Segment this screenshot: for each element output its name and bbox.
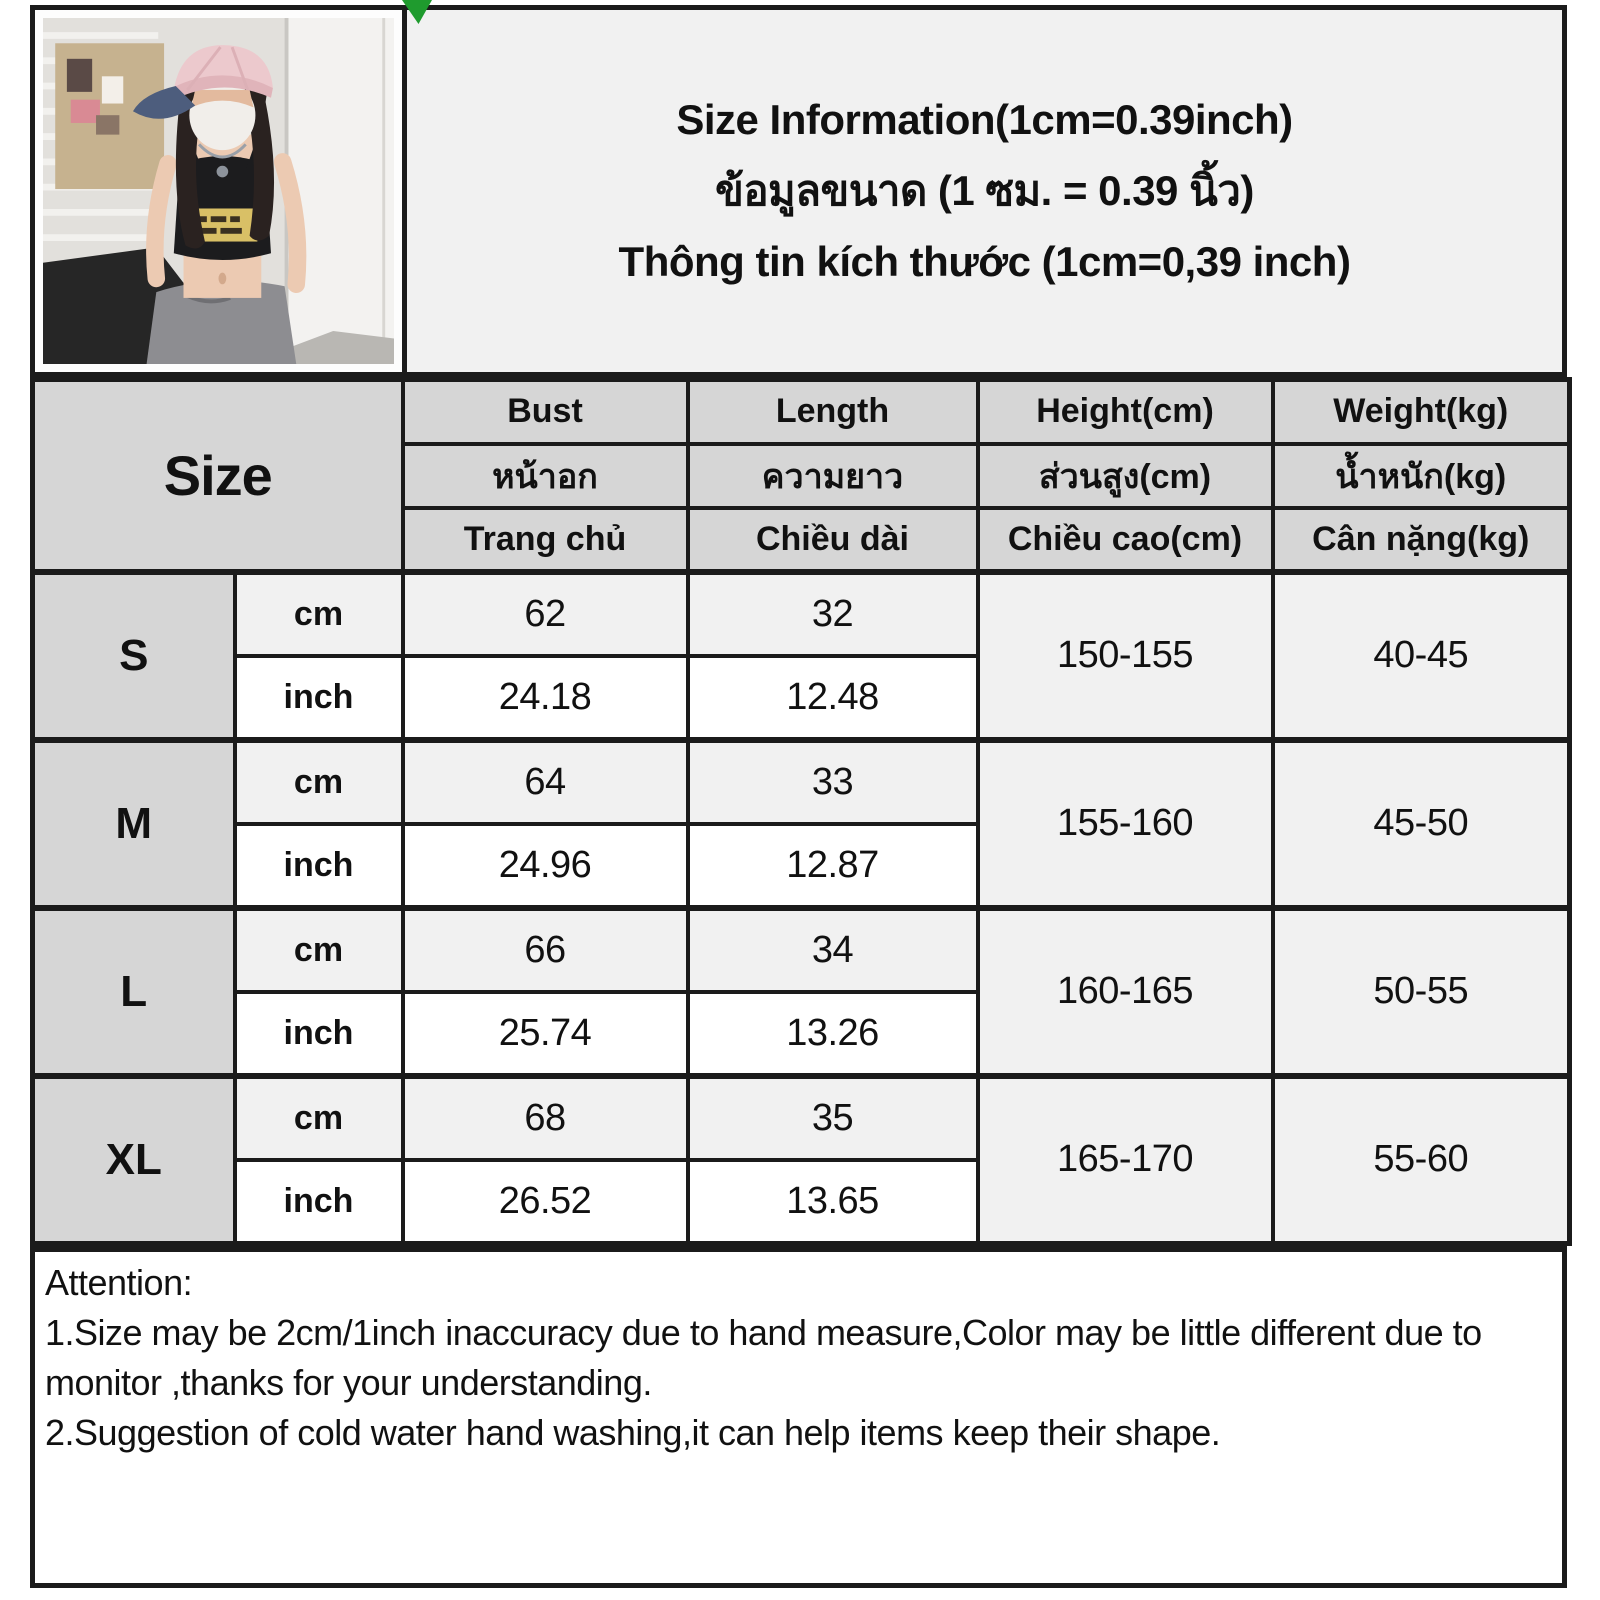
unit-cm: cm bbox=[235, 572, 403, 656]
header-length-en: Length bbox=[688, 380, 978, 444]
row-m-cm bbox=[33, 740, 1570, 824]
s-bust-inch: 24.18 bbox=[403, 656, 688, 740]
unit-inch: inch bbox=[235, 656, 403, 740]
title-thai: ข้อมูลขนาด (1 ซม. = 0.39 นิ้ว) bbox=[715, 167, 1254, 214]
unit-cm: cm bbox=[235, 740, 403, 824]
size-label-xl: XL bbox=[33, 1076, 235, 1244]
header-height-th: ส่วนสูง(cm) bbox=[978, 444, 1273, 508]
attention-note-2: 2.Suggestion of cold water hand washing,it can help items keep their shape. bbox=[45, 1412, 1221, 1453]
header-height-vi: Chiều cao(cm) bbox=[978, 508, 1273, 572]
xl-length-cm: 35 bbox=[688, 1076, 978, 1160]
s-weight-range: 40-45 bbox=[1273, 572, 1570, 740]
m-bust-inch: 24.96 bbox=[403, 824, 688, 908]
size-chart-content bbox=[30, 5, 1567, 1588]
header-weight-th: น้ำหนัก(kg) bbox=[1273, 444, 1570, 508]
m-length-inch: 12.87 bbox=[688, 824, 978, 908]
size-label-s: S bbox=[33, 572, 235, 740]
product-photo bbox=[35, 10, 407, 372]
header-bust-en: Bust bbox=[403, 380, 688, 444]
m-bust-cm: 64 bbox=[403, 740, 688, 824]
m-length-cm: 33 bbox=[688, 740, 978, 824]
xl-height-range: 165-170 bbox=[978, 1076, 1273, 1244]
attention-note-1: 1.Size may be 2cm/1inch inaccuracy due to hand measure,Color may be little different due to monitor ,thanks for your understanding. bbox=[45, 1312, 1482, 1403]
m-weight-range: 45-50 bbox=[1273, 740, 1570, 908]
unit-inch: inch bbox=[235, 1160, 403, 1244]
attention-heading: Attention: bbox=[45, 1262, 193, 1303]
xl-length-inch: 13.65 bbox=[688, 1160, 978, 1244]
header-row-english bbox=[33, 380, 1570, 444]
l-length-cm: 34 bbox=[688, 908, 978, 992]
header-section bbox=[30, 5, 1567, 377]
size-label-l: L bbox=[33, 908, 235, 1076]
s-bust-cm: 62 bbox=[403, 572, 688, 656]
header-height-en: Height(cm) bbox=[978, 380, 1273, 444]
title-vietnamese: Thông tin kích thước (1cm=0,39 inch) bbox=[618, 238, 1351, 285]
header-weight-en: Weight(kg) bbox=[1273, 380, 1570, 444]
xl-bust-cm: 68 bbox=[403, 1076, 688, 1160]
header-length-vi: Chiều dài bbox=[688, 508, 978, 572]
size-label-m: M bbox=[33, 740, 235, 908]
s-length-cm: 32 bbox=[688, 572, 978, 656]
size-header-cell: Size bbox=[33, 380, 403, 572]
header-bust-th: หน้าอก bbox=[403, 444, 688, 508]
l-height-range: 160-165 bbox=[978, 908, 1273, 1076]
xl-bust-inch: 26.52 bbox=[403, 1160, 688, 1244]
header-bust-vi: Trang chủ bbox=[403, 508, 688, 572]
unit-cm: cm bbox=[235, 908, 403, 992]
header-length-th: ความยาว bbox=[688, 444, 978, 508]
m-height-range: 155-160 bbox=[978, 740, 1273, 908]
attention-section bbox=[30, 1246, 1567, 1588]
product-photo-illustration bbox=[43, 18, 394, 364]
l-bust-cm: 66 bbox=[403, 908, 688, 992]
s-height-range: 150-155 bbox=[978, 572, 1273, 740]
row-l-cm bbox=[33, 908, 1570, 992]
xl-weight-range: 55-60 bbox=[1273, 1076, 1570, 1244]
title-english: Size Information(1cm=0.39inch) bbox=[676, 96, 1293, 143]
size-table bbox=[30, 377, 1572, 1246]
title-block bbox=[407, 10, 1562, 372]
row-xl-cm bbox=[33, 1076, 1570, 1160]
l-bust-inch: 25.74 bbox=[403, 992, 688, 1076]
row-s-cm bbox=[33, 572, 1570, 656]
l-length-inch: 13.26 bbox=[688, 992, 978, 1076]
unit-inch: inch bbox=[235, 824, 403, 908]
unit-inch: inch bbox=[235, 992, 403, 1076]
l-weight-range: 50-55 bbox=[1273, 908, 1570, 1076]
header-weight-vi: Cân nặng(kg) bbox=[1273, 508, 1570, 572]
unit-cm: cm bbox=[235, 1076, 403, 1160]
s-length-inch: 12.48 bbox=[688, 656, 978, 740]
